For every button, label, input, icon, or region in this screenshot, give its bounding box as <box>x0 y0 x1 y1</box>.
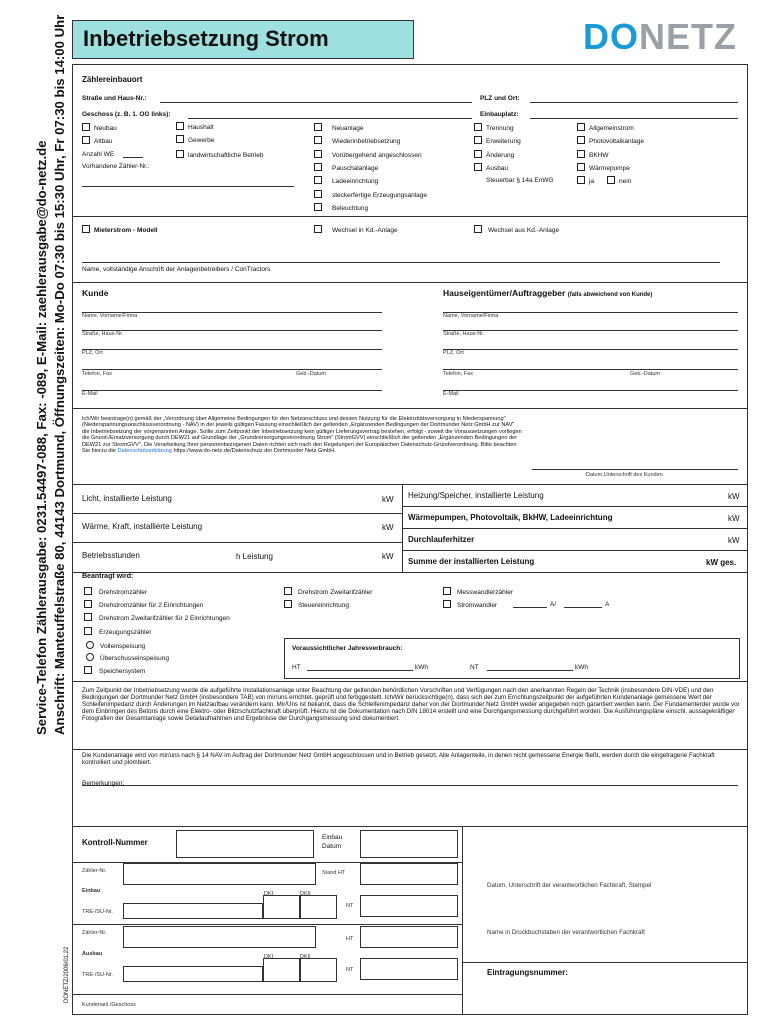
logo <box>583 16 737 58</box>
location-title: Zählereinbauort <box>82 75 143 84</box>
kunde-geb: Geb.-Datum <box>296 371 326 377</box>
owner-name: Name, Vorname/Firma <box>443 313 499 319</box>
check-speicher[interactable]: Speichersystem <box>84 666 145 675</box>
check-ausbau[interactable]: Ausbau <box>474 163 508 172</box>
power-licht: Licht, installierte Leistung <box>82 494 172 503</box>
radio-ueberschuss[interactable]: Überschusseinspeisung <box>86 653 169 662</box>
power-betrieb: Betriebsstunden <box>82 551 140 560</box>
kontroll-box[interactable] <box>176 830 314 858</box>
vorhandene-label: Vorhandene Zähler-Nr.: <box>82 163 150 170</box>
kontroll-label: Kontroll-Nummer <box>82 838 148 847</box>
check-erzeugung[interactable]: Erzeugungszähler <box>84 627 151 636</box>
a2-label: A <box>605 601 610 608</box>
zaehler-box-1[interactable] <box>123 863 316 885</box>
dki-box-1[interactable] <box>263 895 300 919</box>
a-label: A/ <box>550 601 557 608</box>
sign1-label: Datum, Unterschrift der verantwortlichen Fachkraft, Stempel <box>487 882 652 889</box>
dkii-1: DKII <box>300 891 311 897</box>
privacy-link[interactable]: Datenschutzerklärung <box>117 448 172 455</box>
verbrauch-label: Voraussichtlicher Jahresverbrauch: <box>292 645 403 652</box>
nt-1: NT <box>346 903 354 909</box>
zaehler-box-2[interactable] <box>123 926 316 948</box>
radio-voll[interactable]: Volleinspeisung <box>86 641 145 650</box>
power-waermepumpen: Wärmepumpen, Photovoltaik, BkHW, Ladeeinrichtung <box>408 513 613 522</box>
dki-1: DKI <box>264 891 274 897</box>
einbau-datum-box[interactable] <box>360 830 458 858</box>
page-title: Inbetriebsetzung Strom <box>83 26 329 51</box>
check-drehstrom2[interactable]: Drehstromzähler für 2 Einrichtungen <box>84 600 203 609</box>
eintrag-label: Eintragungsnummer: <box>487 968 568 977</box>
anzahl-we-label: Anzahl WE <box>82 151 115 158</box>
power-heizung-unit: kW <box>728 492 740 501</box>
check-zweitarif[interactable]: Drehstrom Zweitarifzähler <box>284 587 372 596</box>
place-label: Einbauplatz: <box>480 111 519 118</box>
check-altbau[interactable]: Altbau <box>82 136 112 145</box>
stand-ht-box-1[interactable] <box>360 863 458 885</box>
kunde-title: Kunde <box>82 288 109 298</box>
kunde-street: Straße, Haus-Nr. <box>82 331 124 337</box>
nt-kwh: kWh <box>575 664 588 671</box>
bemerkungen-label: Bemerkungen: <box>82 780 125 787</box>
ht-label: HT <box>292 664 301 671</box>
power-waerme: Wärme, Kraft, installierte Leistung <box>82 522 203 531</box>
floor-label: Geschoss (z. B. 1. OG links): <box>82 111 171 118</box>
steuerbar-label: Steuerbar § 14a EnWG <box>486 177 554 184</box>
check-haushalt[interactable]: Haushalt <box>176 122 214 131</box>
check-voruebergehend[interactable]: Vorübergehend angeschlossen <box>314 150 422 159</box>
power-summe-unit: kW ges. <box>706 558 737 567</box>
check-erweiterung[interactable]: Erweiterung <box>474 136 521 145</box>
check-pauschal[interactable]: Pauschalanlage <box>314 163 378 172</box>
check-gewerbe[interactable]: Gewerbe <box>176 135 214 144</box>
check-aenderung[interactable]: Änderung <box>474 150 514 159</box>
owner-street: Straße, Haus-Nr. <box>443 331 485 337</box>
owner-plz: PLZ, Ort <box>443 350 464 356</box>
dkii-2: DKII <box>300 954 311 960</box>
kunde-name: Name, Vorname/Firma <box>82 313 138 319</box>
owner-phone: Telefon, Fax <box>443 371 473 377</box>
check-nein[interactable]: nein <box>607 176 631 185</box>
plz-label: PLZ und Ort: <box>480 95 520 102</box>
zaehler-nr-1: Zähler-Nr. <box>82 868 107 874</box>
sidebar-address: Anschrift: Manteuffelstraße 80, 44143 Dortmund, Öffnungszeiten: Mo-Do 07:30 bis 15:30 Uhr, Fr 07:30 bis 14:00 Uhr <box>52 14 67 735</box>
stand-ht-1: Stand HT <box>322 870 346 876</box>
check-wiederinbetrieb[interactable]: Wiederinbetriebsetzung <box>314 136 400 145</box>
check-photovoltaik[interactable]: Photovoltaikanlage <box>577 136 644 145</box>
check-bkhw[interactable]: BKHW <box>577 150 609 159</box>
logo-netz: NETZ <box>639 16 737 57</box>
check-trennung[interactable]: Trennung <box>474 123 514 132</box>
check-steckerfertig[interactable]: steckerfertige Erzeugungsanlage <box>314 190 427 199</box>
dki-2: DKI <box>264 954 274 960</box>
ausbau-label: Ausbau <box>82 951 103 957</box>
fachkraft-text: Zum Zeitpunkt der Inbetriebsetzung wurde die aufgeführte Installationsanlage unter Beachtung der geltenden behördlichen Vorschriften und Verfügungen nach den anerkannten Regeln der Technik (insbesondere DIN-VDE) und den Bedingungen der Dortmunder Netz GmbH (insbesondere TAB) von mir/uns errichtet, geprüft und fertiggestellt. Ich/Wir berücksichtige(n), dass sich der zum Errichtungszeitpunkt der aufgeführten Kundenanlage gemessene Wert der Schleifenimpedanz durch Änderungen im Netzaufbau verändern kann. Mir/Uns ist bekannt, dass die Schleifenimpedanz daher von der Dortmunder Netz GmbH weder angegeben noch garantiert werden kann. Der Fundamenterder wurde vor dem Einbringen des Betons durch eine Elektro- oder Blitzschutzfachkraft überprüft. Hierzu ist die Dokumentation nach DIN 18014 erstellt und eine Durchgangsmessung durchgeführt worden. Die Ausführungspläne einschl. aussagekräftiger Fotografien der Gesamtanlage sowie Detailaufnahmen und Ergebnisse der Durchgangsmessung sind dokumentiert. <box>82 687 740 723</box>
check-ja[interactable]: ja <box>577 176 594 185</box>
doc-code: DONETZ/2006/01.22 <box>64 946 70 1003</box>
dkii-box-1[interactable] <box>300 895 337 919</box>
installer-label: Name, vollständige Anschrift der Anlagenbetreibers / ConTractors <box>82 266 271 273</box>
check-mieterstrom[interactable]: Mieterstrom - Modell <box>82 225 158 234</box>
check-beleuchtung[interactable]: Beleuchtung <box>314 203 368 212</box>
check-stromwandler[interactable]: Stromwandler <box>443 600 497 609</box>
check-landwirtschaft[interactable]: landwirtschaftliche Betrieb <box>176 150 264 159</box>
power-betrieb-unit: kW <box>382 552 394 561</box>
dkii-box-2[interactable] <box>300 958 337 982</box>
kundenanl-label: Kundenanl./Geschoss <box>82 1002 136 1008</box>
power-heizung: Heizung/Speicher, installierte Leistung <box>408 491 544 500</box>
consent-text: Ich/Wir beantrage(n) gemäß der „Verordnung über Allgemeine Bedingungen für den Netzanschluss und dessen Nutzung für die Elektrizitätsversorgung in Niederspannung" (Niederspannungsanschlussverordnung - NAV) in der jeweils gültigen Fassung einschließlich der geltenden „Ergänzenden Bedingungen der Dortmunder Netz GmbH zur NAV" die Inbetriebsetzung der vorgenannten Anlage. Sollte zum Zeitpunkt der Inbetriebsetzung kein gültiger Lieferungsvertrag bestehen, erfolgt - soweit die Voraussetzungen vorliegen die Grund-/Ersatzversorgung durch DEW21 auf Grundlage der „Grundversorgungsverordnung Strom" (StromGVV) einschließlich der geltenden „Ergänzenden Bedingungen der DEW21 zur StromGVV". Die Verarbeitung Ihrer personenbezogenen Daten richten sich nach den Regelungen der Europäischen Datenschutz-Grundverordnung. Bitte beachten Sie hierzu die Datenschutzerklärung https://www.do-netz.de/Datenschutz der Dortmunder Netz GmbH. <box>82 416 522 455</box>
consent-sign: Datum,Unterschrift des Kunden <box>586 472 663 478</box>
ht-box-2[interactable] <box>360 926 458 948</box>
ht-kwh: kWh <box>415 664 428 671</box>
power-betrieb-mid: h Leistung <box>236 552 273 561</box>
power-waerme-unit: kW <box>382 523 394 532</box>
fachkraft-text2: Die Kundenanlage wird von mir/uns nach § 14 NAV im Auftrag der Dortmunder Netz GmbH angeschlossen und in Betrieb gesetzt. Alle Anlagenteile, in denen nicht gemessene Energie fließt, werden durch die eingetragene Fachkraft kontrolliert und plombiert. <box>82 752 715 767</box>
einbau-datum: Einbau Datum <box>322 834 343 850</box>
sidebar-contact: Service-Telefon Zählerausgabe: 0231.54497-088, Fax: -089, E-Mail: zaehlerausgabe@do-netz.de <box>34 140 49 735</box>
power-durchlauf: Durchlauferhitzer <box>408 535 475 544</box>
check-steuer[interactable]: Steuereinrichtung <box>284 600 349 609</box>
check-waermepumpe[interactable]: Wärmepumpe <box>577 163 630 172</box>
kunde-plz: PLZ, Ort <box>82 350 103 356</box>
zaehler-nr-2: Zähler-Nr. <box>82 930 107 936</box>
check-wechsel-in[interactable]: Wechsel in Kd.-Anlage <box>314 225 398 234</box>
ht-2: HT <box>346 936 354 942</box>
check-neubau[interactable]: Neubau <box>82 123 117 132</box>
check-zweitarif2[interactable]: Drehstrom Zweitarifzähler für 2 Einrichtungen <box>84 613 230 622</box>
tre-2: TRE-/SU-Nr. <box>82 972 113 978</box>
check-allgemeinstrom[interactable]: Allgemeinstrom <box>577 123 634 132</box>
check-wechsel-aus[interactable]: Wechsel aus Kd.-Anlage <box>474 225 559 234</box>
power-summe: Summe der installierten Leistung <box>408 557 535 566</box>
check-neuanlage[interactable]: Neuanlage <box>314 123 363 132</box>
einbau-label: Einbau <box>82 888 101 894</box>
nt-box-1[interactable] <box>360 895 458 917</box>
eigentuemer-title: Hauseigentümer/Auftraggeber (falls abweichend von Kunde) <box>443 288 653 298</box>
power-licht-unit: kW <box>382 495 394 504</box>
check-ladeeinrichtung[interactable]: Ladeeinrichtung <box>314 176 378 185</box>
power-waermepumpen-unit: kW <box>728 514 740 523</box>
sign2-label: Name in Druckbuchstaben der verantwortlichen Fachkraft <box>487 929 645 936</box>
beantragt-title: Beantragt wird: <box>82 573 134 580</box>
dki-box-2[interactable] <box>263 958 300 982</box>
nt-label: NT <box>470 664 479 671</box>
owner-email: E-Mail <box>443 391 459 397</box>
header-title-box <box>72 20 414 59</box>
check-drehstrom[interactable]: Drehstromzähler <box>84 587 147 596</box>
power-durchlauf-unit: kW <box>728 536 740 545</box>
owner-geb: Geb.-Datum <box>630 371 660 377</box>
tre-box-2[interactable] <box>123 966 263 982</box>
check-messwandler[interactable]: Messwandlerzähler <box>443 587 513 596</box>
tre-1: TRE-/SU-Nr. <box>82 909 113 915</box>
kunde-email: E-Mail <box>82 391 98 397</box>
street-label: Straße und Haus-Nr.: <box>82 95 147 102</box>
nt-box-2[interactable] <box>360 958 458 980</box>
nt-2: NT <box>346 967 354 973</box>
tre-box-1[interactable] <box>123 903 263 919</box>
kunde-phone: Telefon, Fax <box>82 371 112 377</box>
logo-do: DO <box>583 16 639 57</box>
